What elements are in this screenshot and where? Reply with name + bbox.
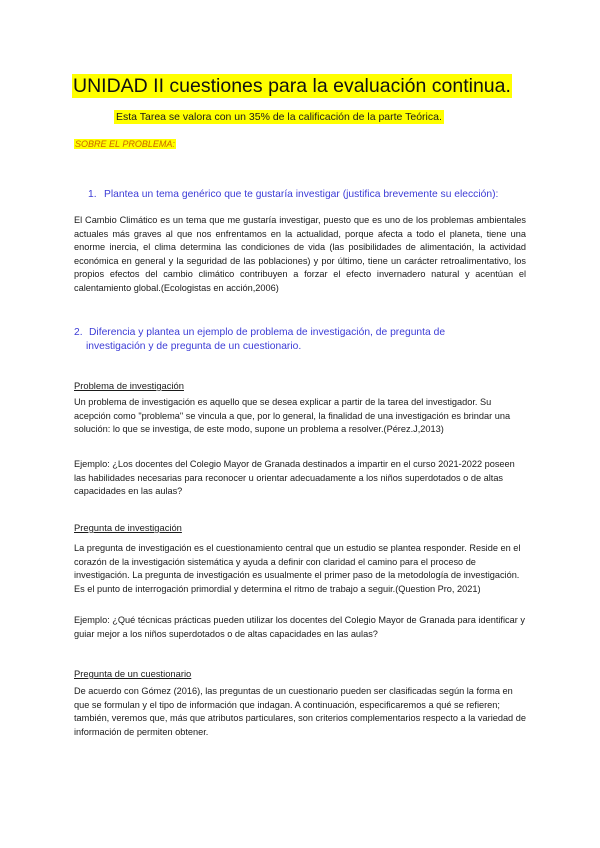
question-2-line-1: Diferencia y plantea un ejemplo de problema de investigación, de pregunta de [89, 327, 446, 338]
question-1 [88, 188, 499, 202]
pregunta-heading: Pregunta de investigación [74, 522, 182, 533]
question-1-text: Plantea un tema genérico que te gustaría investigar (justifica brevemente su elección): [104, 189, 499, 200]
pregunta-example: Ejemplo: ¿Qué técnicas prácticas pueden utilizar los docentes del Colegio Mayor de Granada para identificar y guiar mejor a los niños superdotados o de altas capacidades en las aulas? [74, 615, 525, 639]
cuestionario-heading: Pregunta de un cuestionario [74, 668, 192, 679]
question-2-number: 2. [74, 327, 83, 338]
problema-example: Ejemplo: ¿Los docentes del Colegio Mayor de Granada destinados a impartir en el curso 2021-2022 poseen las habilidades necesarias para reconocer u orientar adecuadamente a los niños superdotados o de altas capacidades en las aulas? [74, 459, 515, 497]
document-title: UNIDAD II cuestiones para la evaluación continua. [73, 75, 511, 97]
question-2-line-2: investigación y de pregunta de un cuestionario. [86, 341, 302, 352]
task-weight-note: Esta Tarea se valora con un 35% de la calificación de la parte Teórica. [116, 111, 442, 123]
cuestionario-paragraph: De acuerdo con Gómez (2016), las preguntas de un cuestionario pueden ser clasificadas según la forma en que se formulan y el tipo de información que indagan. A continuación, especificaremos a qué se refieren; también, veremos que, más que atributos particulares, son criterios complementarios respecto a la variedad de información de permiten obtener. [74, 686, 526, 737]
answer-1-paragraph: El Cambio Climático es un tema que me gustaría investigar, puesto que es uno de los problemas ambientales actuales más graves al que nos enfrentamos en la actualidad, porque afecta a todo el planeta, tiene una enorme inercia, el clima determina las condiciones de vida (las posibilidades de alimentación, la actividad económica en general y la seguridad de las poblaciones) y por último, tiene un carácter retroalimentativo, los propios efectos del cambio climático contribuyen a forzar el efecto invernadero natural y acentúan el calentamiento global.(Ecologistas en acción,2006) [74, 215, 526, 293]
pregunta-paragraph: La pregunta de investigación es el cuestionamiento central que un estudio se plantea responder. Reside en el corazón de la investigación sistemática y ayuda a definir con claridad el camino para el proceso de investigación. La pregunta de investigación es usualmente el primer paso de la metodología de investigación. Es el punto de interrogación primordial y determina el ritmo de trabajo a seguir.(Question Pro, 2021) [74, 543, 521, 594]
problema-paragraph: Un problema de investigación es aquello que se desea explicar a partir de la tarea del investigador. Su acepción como "problema" se vincula a que, por lo general, la finalidad de una investigación es brindar una solución: lo que se investiga, de este modo, supone un problema a resolver.(Pérez.J,2013) [74, 397, 511, 435]
problema-heading: Problema de investigación [74, 380, 184, 391]
question-2 [74, 326, 494, 354]
section-heading: SOBRE EL PROBLEMA: [75, 139, 175, 149]
question-1-number: 1. [88, 189, 97, 200]
